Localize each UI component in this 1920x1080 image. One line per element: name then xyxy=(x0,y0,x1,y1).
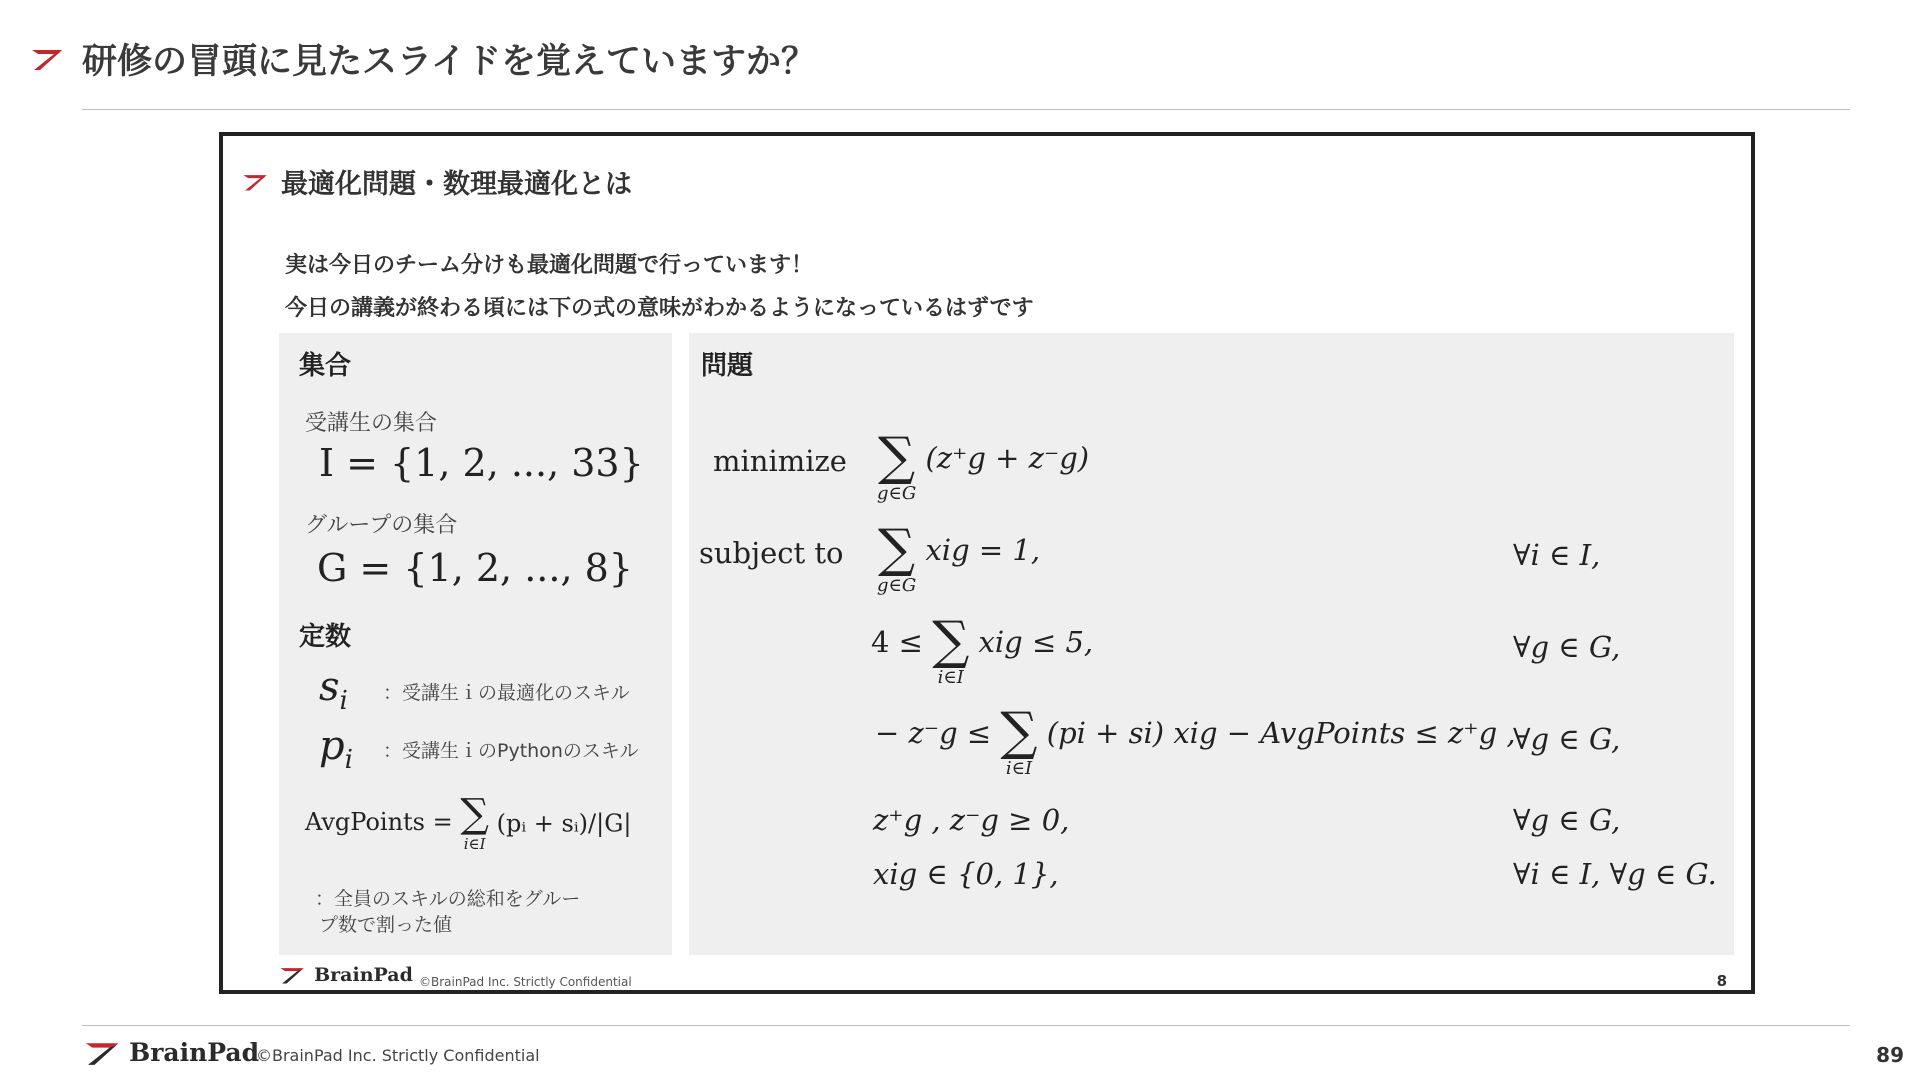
slide-page-number: 8 xyxy=(1716,972,1727,990)
header-divider xyxy=(82,109,1850,110)
brand-mark-icon xyxy=(30,46,64,72)
brand-mark-icon xyxy=(275,965,309,985)
embedded-slide xyxy=(219,132,1755,994)
footer-logo xyxy=(80,1038,259,1067)
constraint-2: 4 ≤ ∑ i∈I xig ≤ 5, xyxy=(871,611,1094,688)
students-set-label: 受講生の集合 xyxy=(305,411,438,436)
constants-heading: 定数 xyxy=(299,622,352,652)
slide-footer-logo-text: BrainPad xyxy=(314,964,413,986)
intro-line-1: 実は今日のチーム分けも最適化問題で行っています！ xyxy=(285,253,814,278)
constraint-1: ∑ g∈G xig = 1, xyxy=(877,519,1041,596)
page-number: 89 xyxy=(1876,1043,1904,1067)
footer-logo-text: BrainPad xyxy=(129,1038,260,1067)
constraint-4: z⁺g , z⁻g ≥ 0, xyxy=(873,803,1070,837)
avgpoints-formula: AvgPoints = ∑ i∈I (pᵢ + sᵢ)/|G| xyxy=(305,791,632,853)
s-symbol: $s_i$ xyxy=(319,664,348,716)
constraint-3: − z⁻g ≤ ∑ i∈I (pi + si) xig − AvgPoints ≤ z⁺g , xyxy=(875,702,1516,779)
constraint-3-quantifier: ∀g ∈ G, xyxy=(1513,722,1621,756)
problem-heading: 問題 xyxy=(701,351,754,381)
objective-expression: ∑ g∈G (z⁺g + z⁻g) xyxy=(877,427,1090,504)
constraint-4-quantifier: ∀g ∈ G, xyxy=(1513,803,1621,837)
groups-set-label: グループの集合 xyxy=(305,513,458,538)
avgpoints-desc-line-1: ：全員のスキルの総和をグルー xyxy=(315,888,581,910)
students-set-formula: I = {1, 2, ..., 33} xyxy=(319,441,644,485)
slide-footer-copyright: ©BrainPad Inc. Strictly Confidential xyxy=(419,975,632,989)
slide-footer-logo xyxy=(275,964,413,986)
avgpoints-desc-line-2: プ数で割った値 xyxy=(319,914,453,936)
brand-mark-icon xyxy=(241,172,269,192)
footer-divider xyxy=(82,1025,1850,1026)
problem-panel xyxy=(689,333,1734,955)
subject-to-label: subject to xyxy=(699,536,844,570)
sets-heading: 集合 xyxy=(299,351,352,381)
intro-line-2: 今日の講義が終わる頃には下の式の意味がわかるようになっているはずです xyxy=(285,296,1034,321)
constraint-5: xig ∈ {0, 1}, xyxy=(873,857,1059,891)
p-symbol: $p_i$ xyxy=(319,723,353,775)
constraint-1-quantifier: ∀i ∈ I, xyxy=(1513,538,1601,572)
brand-mark-icon xyxy=(80,1039,124,1067)
minimize-label: minimize xyxy=(713,444,847,478)
constraint-2-quantifier: ∀g ∈ G, xyxy=(1513,630,1621,664)
p-description: ：受講生ｉのPythonのスキル xyxy=(383,740,639,762)
page-title: 研修の冒頭に見たスライドを覚えていますか？ xyxy=(82,42,816,82)
groups-set-formula: G = {1, 2, ..., 8} xyxy=(317,546,633,590)
s-description: ：受講生ｉの最適化のスキル xyxy=(383,682,630,704)
slide-title: 最適化問題・数理最適化とは xyxy=(281,169,632,200)
constraint-5-quantifier: ∀i ∈ I, ∀g ∈ G. xyxy=(1513,857,1717,891)
footer-copyright: ©BrainPad Inc. Strictly Confidential xyxy=(256,1046,540,1065)
sets-constants-panel xyxy=(279,333,672,955)
